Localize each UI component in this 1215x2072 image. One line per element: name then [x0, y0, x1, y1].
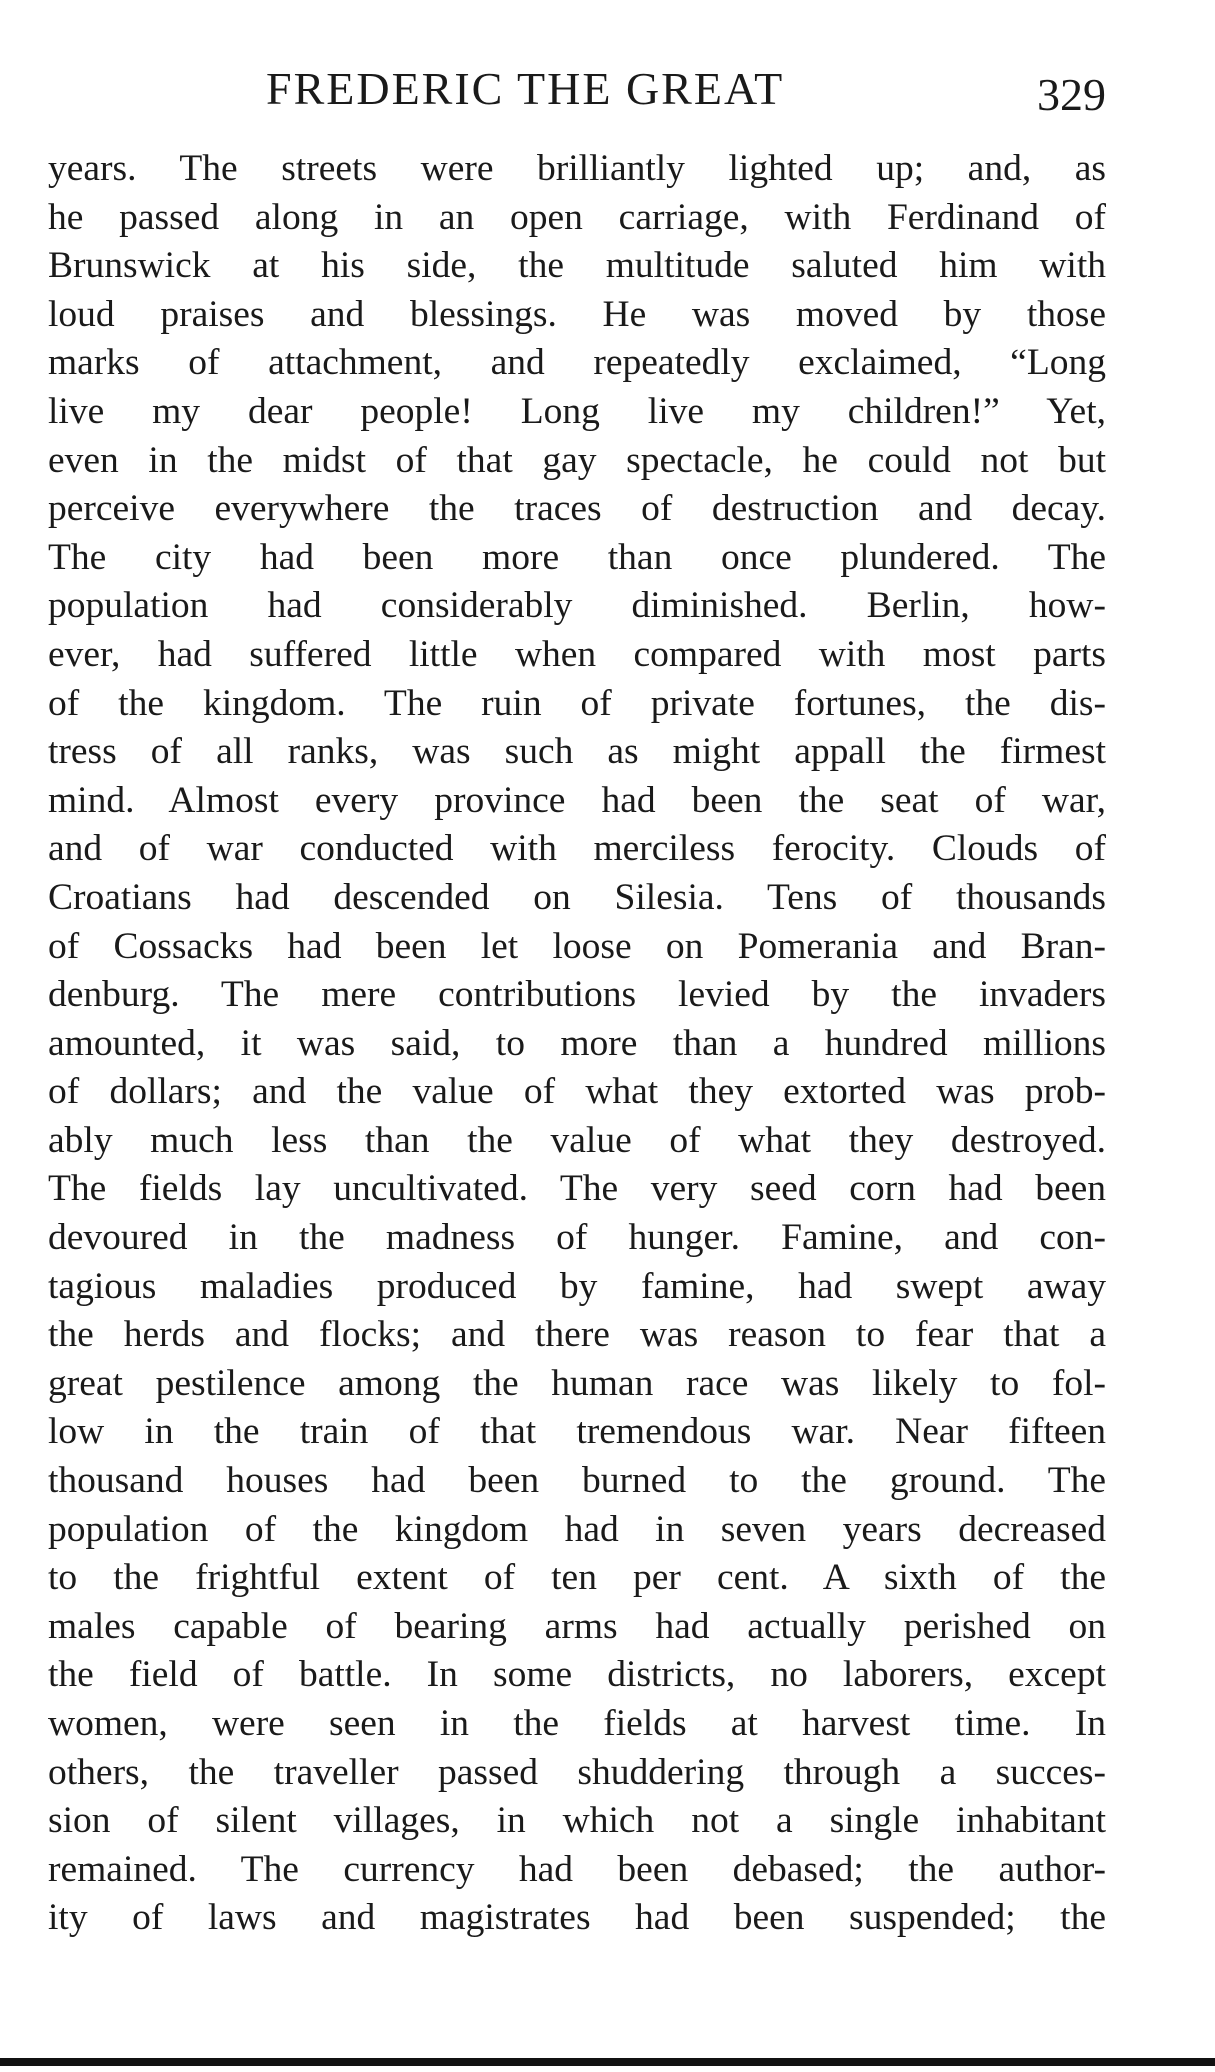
text-line: even in the midst of that gay spectacle, he could not but — [48, 439, 1106, 481]
text-line: amounted, it was said, to more than a hundred millions — [48, 1022, 1106, 1064]
text-line: The fields lay uncultivated. The very seed corn had been — [48, 1168, 1106, 1210]
text-line: of Cossacks had been let loose on Pomerania and Bran- — [48, 925, 1106, 967]
text-line: tress of all ranks, was such as might appall the firmest — [48, 731, 1106, 773]
body-text — [48, 145, 1106, 1943]
page-number: 329 — [1037, 69, 1106, 120]
text-line: males capable of bearing arms had actually perished on — [48, 1605, 1106, 1647]
running-head — [0, 62, 1215, 122]
text-line: others, the traveller passed shuddering through a succes- — [48, 1751, 1106, 1793]
text-line: thousand houses had been burned to the ground. The — [48, 1460, 1106, 1502]
text-line: perceive everywhere the traces of destruction and decay. — [48, 488, 1106, 530]
text-line: he passed along in an open carriage, with Ferdinand of — [48, 196, 1106, 238]
text-line: population had considerably diminished. Berlin, how- — [48, 585, 1106, 627]
text-line: the field of battle. In some districts, no laborers, except — [48, 1654, 1106, 1696]
text-line: and of war conducted with merciless ferocity. Clouds of — [48, 828, 1106, 870]
text-line: loud praises and blessings. He was moved by those — [48, 293, 1106, 335]
text-line: ever, had suffered little when compared with most parts — [48, 633, 1106, 675]
text-line: denburg. The mere contributions levied by the invaders — [48, 974, 1106, 1016]
text-line: remained. The currency had been debased; the author- — [48, 1848, 1106, 1890]
text-line: marks of attachment, and repeatedly exclaimed, “Long — [48, 342, 1106, 384]
text-line: of the kingdom. The ruin of private fortunes, the dis- — [48, 682, 1106, 724]
text-line: population of the kingdom had in seven years decreased — [48, 1508, 1106, 1550]
text-line: ably much less than the value of what they destroyed. — [48, 1119, 1106, 1161]
bottom-rule — [0, 2058, 1215, 2066]
text-line: women, were seen in the fields at harvest time. In — [48, 1703, 1106, 1744]
text-line: years. The streets were brilliantly lighted up; and, as — [48, 148, 1106, 189]
running-title: FREDERIC THE GREAT — [266, 63, 785, 114]
text-line: great pestilence among the human race was likely to fol- — [48, 1362, 1106, 1404]
text-line: sion of silent villages, in which not a single inhabitant — [48, 1800, 1106, 1842]
text-line: devoured in the madness of hunger. Famine, and con- — [48, 1217, 1106, 1259]
text-line: low in the train of that tremendous war. Near fifteen — [48, 1411, 1106, 1453]
text-line: Brunswick at his side, the multitude saluted him with — [48, 245, 1106, 287]
text-line: tagious maladies produced by famine, had swept away — [48, 1265, 1106, 1307]
text-line: The city had been more than once plundered. The — [48, 536, 1106, 578]
text-line: mind. Almost every province had been the seat of war, — [48, 779, 1106, 821]
text-line: Croatians had descended on Silesia. Tens of thousands — [48, 876, 1106, 918]
text-line: to the frightful extent of ten per cent. A sixth of the — [48, 1557, 1106, 1599]
text-line: of dollars; and the value of what they extorted was prob- — [48, 1071, 1106, 1113]
text-line: ity of laws and magistrates had been suspended; the — [48, 1897, 1106, 1939]
text-line: live my dear people! Long live my children!” Yet, — [48, 390, 1106, 432]
text-line: the herds and flocks; and there was reason to fear that a — [48, 1314, 1106, 1356]
